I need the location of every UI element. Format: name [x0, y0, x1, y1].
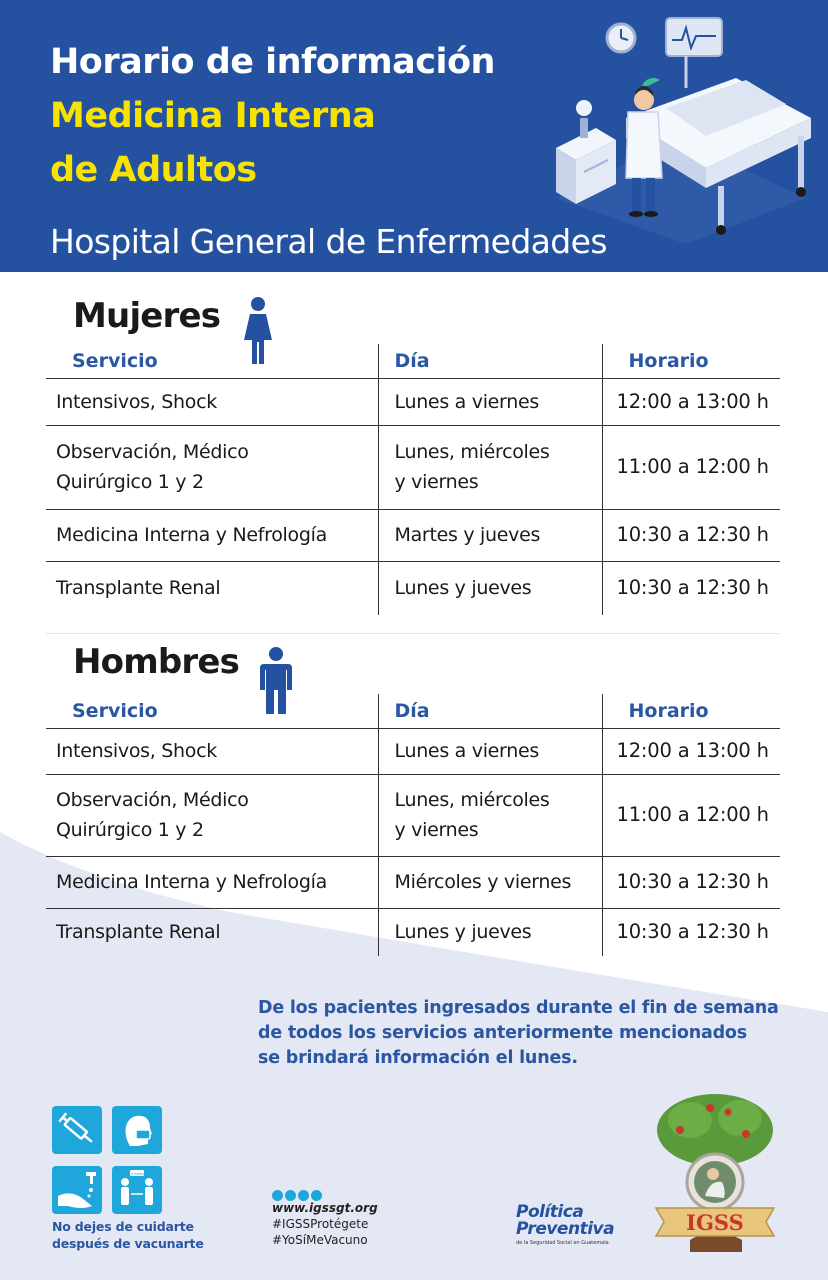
- logo-line: Preventiva: [516, 1219, 615, 1239]
- header-subtitle-1: Medicina Interna: [50, 96, 376, 136]
- social-distance-icon: [112, 1166, 162, 1214]
- cell-servicio: Medicina Interna y Nefrología: [46, 856, 378, 908]
- hand-wash-tile: [52, 1166, 102, 1214]
- cell-servicio: Observación, Médico Quirúrgico 1 y 2: [46, 425, 378, 509]
- logo-tagline: de la Seguridad Social en Guatemala: [516, 1240, 609, 1246]
- cell-horario: 11:00 a 12:00 h: [602, 425, 780, 509]
- cell-servicio: Transplante Renal: [46, 908, 378, 956]
- header-subtitle-2: de Adultos: [50, 150, 257, 190]
- hand-wash-icon: [52, 1166, 102, 1214]
- cell-dia: Lunes y jueves: [378, 908, 602, 956]
- cell-servicio: Transplante Renal: [46, 561, 378, 615]
- igss-logo-text: IGSS: [686, 1210, 744, 1235]
- igss-logo: [650, 1090, 780, 1260]
- table-row: [46, 561, 780, 615]
- column-header-horario: Horario: [602, 694, 780, 728]
- column-header-servicio: Servicio: [72, 350, 158, 372]
- cell-dia: Lunes, miércoles y viernes: [378, 774, 602, 856]
- hashtag: #YoSíMeVacuno: [272, 1233, 368, 1247]
- caption-line: No dejes de cuidarte: [52, 1219, 194, 1234]
- mujeres-schedule-table: [46, 344, 780, 615]
- column-header-dia: Día: [378, 694, 602, 728]
- table-row: [46, 378, 780, 425]
- cell-dia: Lunes, miércoles y viernes: [378, 425, 602, 509]
- cell-horario: 11:00 a 12:00 h: [602, 774, 780, 856]
- social-distance-tile: [112, 1166, 162, 1214]
- table-row: [46, 774, 780, 856]
- note-line: de todos los servicios anteriormente mencionados: [258, 1023, 747, 1043]
- cell-dia: Lunes a viernes: [378, 728, 602, 774]
- distance-sign-text: 1.5 metros: [127, 1171, 147, 1176]
- cell-servicio: Medicina Interna y Nefrología: [46, 509, 378, 561]
- cell-servicio: Observación, Médico Quirúrgico 1 y 2: [46, 774, 378, 856]
- section-title-hombres: Hombres: [73, 642, 240, 682]
- cell-horario: 10:30 a 12:30 h: [602, 908, 780, 956]
- table-row: [46, 509, 780, 561]
- hombres-schedule-table: [46, 694, 780, 956]
- section-title-mujeres: Mujeres: [73, 296, 221, 336]
- cell-dia: Lunes a viernes: [378, 378, 602, 425]
- table-row: [46, 728, 780, 774]
- cell-horario: 10:30 a 12:30 h: [602, 856, 780, 908]
- cell-dia: Martes y jueves: [378, 509, 602, 561]
- face-mask-icon: [112, 1106, 162, 1154]
- logo-line: Política: [516, 1202, 584, 1222]
- header-title: Horario de información: [50, 42, 495, 82]
- contact-info: [272, 1200, 378, 1248]
- column-header-horario: Horario: [602, 344, 780, 378]
- column-header-dia: Día: [378, 344, 602, 378]
- face-mask-tile: [112, 1106, 162, 1154]
- caption-line: después de vacunarte: [52, 1236, 204, 1251]
- column-header-servicio: Servicio: [72, 700, 158, 722]
- cell-horario: 10:30 a 12:30 h: [602, 561, 780, 615]
- website-link[interactable]: www.igssgt.org: [272, 1201, 378, 1215]
- weekend-note: [258, 996, 798, 1071]
- politica-preventiva-logo: [516, 1204, 614, 1246]
- table-header-row: [46, 344, 780, 378]
- table-row: [46, 425, 780, 509]
- note-line: De los pacientes ingresados durante el fin de semana: [258, 998, 779, 1018]
- syringe-tile: [52, 1106, 102, 1154]
- note-line: se brindará información el lunes.: [258, 1048, 578, 1068]
- table-row: [46, 856, 780, 908]
- vaccine-care-caption: [52, 1218, 204, 1252]
- cell-dia: Lunes y jueves: [378, 561, 602, 615]
- cell-dia: Miércoles y viernes: [378, 856, 602, 908]
- syringe-icon: [52, 1106, 102, 1154]
- table-header-row: [46, 694, 780, 728]
- cell-servicio: Intensivos, Shock: [46, 378, 378, 425]
- cell-servicio: Intensivos, Shock: [46, 728, 378, 774]
- header-banner: [0, 0, 828, 272]
- section-divider: [46, 633, 780, 634]
- hospital-name: Hospital General de Enfermedades: [50, 222, 607, 261]
- hashtag: #IGSSProtégete: [272, 1217, 369, 1231]
- hospital-bed-illustration: [536, 8, 816, 244]
- table-row: [46, 908, 780, 956]
- cell-horario: 12:00 a 13:00 h: [602, 728, 780, 774]
- cell-horario: 12:00 a 13:00 h: [602, 378, 780, 425]
- cell-horario: 10:30 a 12:30 h: [602, 509, 780, 561]
